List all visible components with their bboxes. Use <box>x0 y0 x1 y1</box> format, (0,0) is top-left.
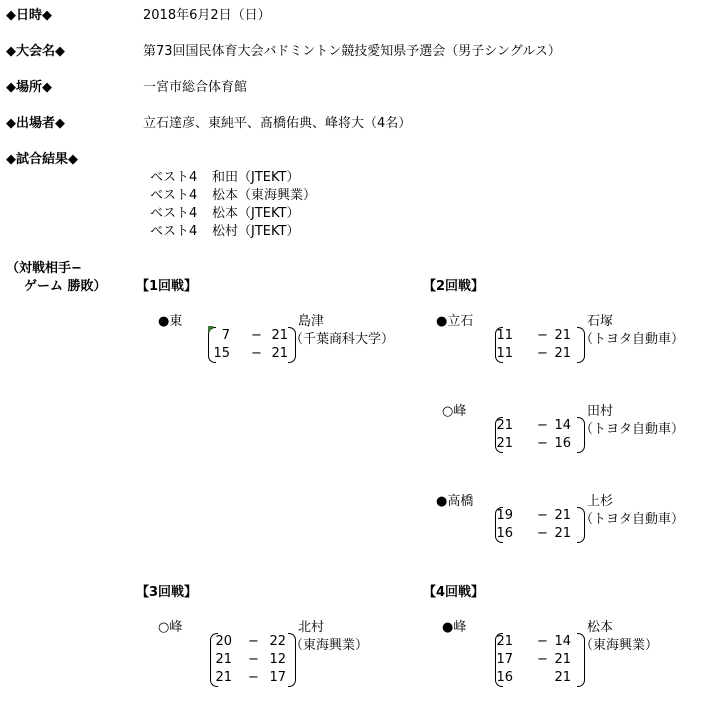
event-value: 第73回国民体育大会バドミントン競技愛知県予選会（男子シングルス） <box>143 44 561 59</box>
score-dash: − <box>537 652 548 667</box>
player-name: ●峰 <box>442 620 467 635</box>
score-a: 11 <box>496 346 513 361</box>
opponent-name: 島津 <box>298 314 325 329</box>
score-dash: − <box>537 526 548 541</box>
score-dash: − <box>248 634 259 649</box>
score-box <box>210 633 296 687</box>
score-a: 21 <box>496 634 513 649</box>
opponent-name: 上杉 <box>587 494 614 509</box>
result-rank: ベスト4 <box>150 170 198 185</box>
score-dash: − <box>537 508 548 523</box>
score-b: 21 <box>554 526 571 541</box>
score-b: 21 <box>554 328 571 343</box>
score-b: 17 <box>269 670 286 685</box>
score-dash: − <box>248 670 259 685</box>
corner-marker-icon <box>208 326 214 332</box>
results-label: ◆試合結果◆ <box>6 152 78 167</box>
score-a: 21 <box>215 652 232 667</box>
player-name: ●高橋 <box>436 494 474 509</box>
opponent-name: 松本 <box>587 620 614 635</box>
opponent-name: 北村 <box>298 620 325 635</box>
score-box <box>495 417 585 453</box>
score-dash: − <box>537 634 548 649</box>
score-a: 20 <box>215 634 232 649</box>
round-2-title: 【2回戦】 <box>423 279 485 294</box>
score-dash: − <box>537 418 548 433</box>
bracket-right <box>577 633 585 687</box>
score-b: 21 <box>271 328 288 343</box>
score-dash: − <box>537 328 548 343</box>
score-box <box>495 633 585 687</box>
player-name: ●東 <box>158 314 183 329</box>
player-name: ○峰 <box>442 404 467 419</box>
score-box <box>495 327 585 363</box>
players-value: 立石達彦、東純平、髙橋佑典、峰将大（4名） <box>143 116 412 131</box>
score-b: 21 <box>554 652 571 667</box>
result-rank: ベスト4 <box>150 206 198 221</box>
date-label: ◆日時◆ <box>6 8 52 23</box>
score-b: 21 <box>554 508 571 523</box>
score-dash: − <box>537 346 548 361</box>
bracket-right <box>288 327 296 363</box>
player-name: ○峰 <box>158 620 183 635</box>
bracket-right <box>577 417 585 453</box>
score-b: 21 <box>554 346 571 361</box>
result-rank: ベスト4 <box>150 188 198 203</box>
bracket-right <box>577 327 585 363</box>
score-dash: − <box>248 652 259 667</box>
result-name: 和田（JTEKT） <box>212 170 300 185</box>
result-name: 松村（JTEKT） <box>212 224 300 239</box>
opponent-team: （東海興業） <box>290 638 369 653</box>
score-a: 17 <box>496 652 513 667</box>
score-dash: − <box>251 346 262 361</box>
score-b: 14 <box>554 634 571 649</box>
round-4-title: 【4回戦】 <box>423 585 485 600</box>
score-a: 15 <box>213 346 230 361</box>
result-rank: ベスト4 <box>150 224 198 239</box>
event-label: ◆大会名◆ <box>6 44 65 59</box>
score-a: 19 <box>496 508 513 523</box>
score-dash: − <box>537 436 548 451</box>
result-name: 松本（東海興業） <box>212 188 317 203</box>
score-a: 16 <box>496 526 513 541</box>
opponent-team: （東海興業） <box>580 638 659 653</box>
score-box <box>208 327 296 363</box>
venue-value: 一宮市総合体育館 <box>143 80 248 95</box>
opponent-team: （千葉商科大学） <box>290 332 395 347</box>
bracket-right <box>577 507 585 543</box>
score-b: 22 <box>269 634 286 649</box>
bracket-right <box>288 633 296 687</box>
score-b: 14 <box>554 418 571 433</box>
score-dash: − <box>251 328 262 343</box>
player-name: ●立石 <box>436 314 474 329</box>
result-name: 松本（JTEKT） <box>212 206 300 221</box>
score-a: 21 <box>215 670 232 685</box>
venue-label: ◆場所◆ <box>6 80 52 95</box>
score-b: 16 <box>554 436 571 451</box>
score-b: 21 <box>271 346 288 361</box>
score-a: 7 <box>221 328 230 343</box>
opponent-name: 石塚 <box>587 314 614 329</box>
score-a: 21 <box>496 418 513 433</box>
legend-line-1: （対戦相手− <box>6 261 82 276</box>
score-a: 11 <box>496 328 513 343</box>
score-b: 21 <box>554 670 571 685</box>
opponent-team: （トヨタ自動車） <box>580 332 685 347</box>
opponent-team: （トヨタ自動車） <box>580 512 685 527</box>
score-box <box>495 507 585 543</box>
legend-line-2: ゲーム 勝敗） <box>24 279 107 294</box>
score-a: 16 <box>496 670 513 685</box>
round-1-title: 【1回戦】 <box>136 279 198 294</box>
score-b: 12 <box>269 652 286 667</box>
opponent-name: 田村 <box>587 404 614 419</box>
opponent-team: （トヨタ自動車） <box>580 422 685 437</box>
players-label: ◆出場者◆ <box>6 116 65 131</box>
date-value: 2018年6月2日（日） <box>143 8 271 23</box>
score-a: 21 <box>496 436 513 451</box>
round-3-title: 【3回戦】 <box>136 585 198 600</box>
